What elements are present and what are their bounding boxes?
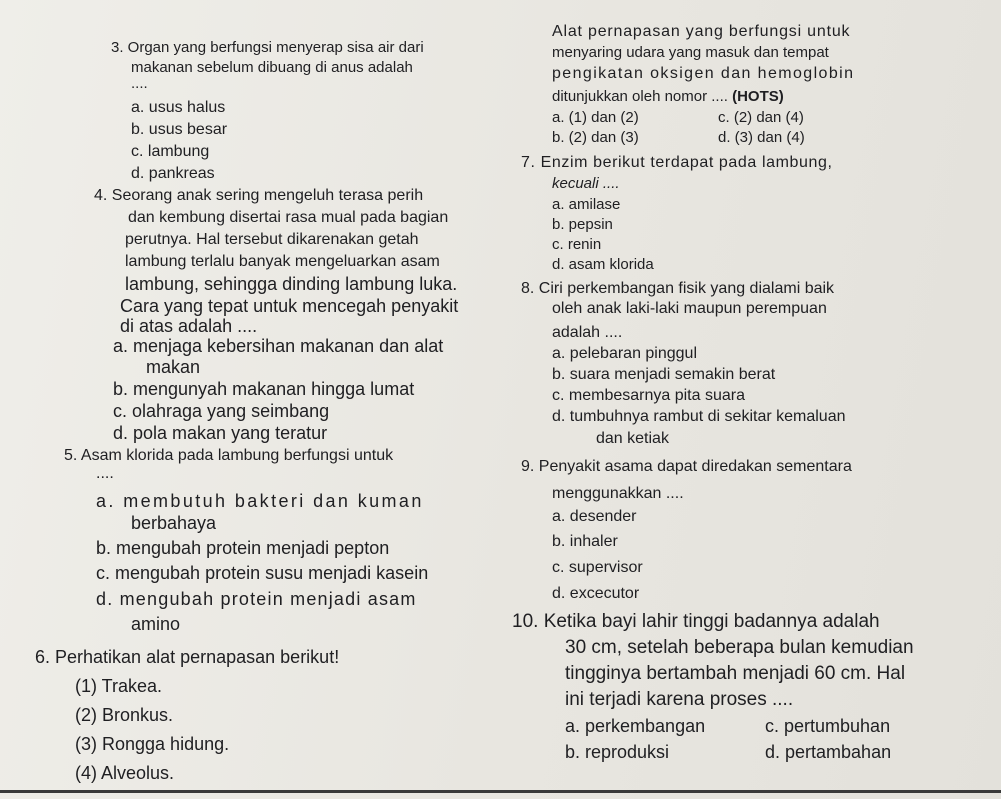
q7-option-b: b. pepsin — [552, 216, 613, 233]
q6-cont-line-4-text: ditunjukkan oleh nomor .... — [552, 88, 733, 105]
q3-stem-line-3: .... — [131, 75, 148, 92]
q3-option-b: b. usus besar — [131, 121, 228, 138]
q5-option-d-line-1: d. mengubah protein menjadi asam — [96, 589, 417, 609]
q6-cont-line-4 — [552, 87, 784, 107]
q6-cont-line-2: menyaring udara yang masuk dan tempat — [552, 44, 829, 61]
q5-option-d-line-2: amino — [131, 614, 181, 634]
q4-stem-line-1: 4. Seorang anak sering mengeluh terasa perih — [94, 187, 424, 204]
q7-option-a: a. amilase — [552, 196, 621, 213]
q3-stem-line-1: 3. Organ yang berfungsi menyerap sisa air dari — [111, 39, 424, 56]
q7-option-d: d. asam klorida — [552, 256, 654, 273]
q6-item-1: (1) Trakea. — [75, 676, 163, 696]
q4-option-c: c. olahraga yang seimbang — [113, 401, 330, 421]
q8-option-d-line-1: d. tumbuhnya rambut di sekitar kemaluan — [552, 408, 846, 425]
q8-option-a: a. pelebaran pinggul — [552, 345, 698, 362]
q5-option-c: c. mengubah protein susu menjadi kasein — [96, 563, 429, 583]
q6-item-4: (4) Alveolus. — [75, 763, 175, 783]
q10-stem-line-2: 30 cm, setelah beberapa bulan kemudian — [565, 637, 914, 658]
q9-option-b: b. inhaler — [552, 533, 618, 550]
q6-item-2: (2) Bronkus. — [75, 705, 174, 725]
q5-option-a-line-2: berbahaya — [131, 513, 217, 533]
q4-option-a-line-1: a. menjaga kebersihan makanan dan alat — [113, 336, 444, 356]
q5-option-a-line-1: a. membutuh bakteri dan kuman — [96, 491, 424, 511]
q9-option-c: c. supervisor — [552, 559, 643, 576]
q6-option-c: c. (2) dan (4) — [718, 109, 804, 126]
q9-option-a: a. desender — [552, 508, 637, 525]
q7-option-c: c. renin — [552, 236, 602, 253]
q6-option-b: b. (2) dan (3) — [552, 129, 639, 146]
q10-option-a: a. perkembangan — [565, 716, 706, 736]
q3-option-d: d. pankreas — [131, 165, 215, 182]
q6-cont-line-3: pengikatan oksigen dan hemoglobin — [552, 65, 855, 82]
q7-stem-line-1: 7. Enzim berikut terdapat pada lambung, — [521, 154, 833, 171]
q7-stem-line-2: kecuali .... — [552, 175, 620, 192]
q4-stem-line-5: lambung, sehingga dinding lambung luka. — [125, 274, 458, 294]
q10-stem-line-4: ini terjadi karena proses .... — [565, 689, 794, 710]
q4-stem-line-7: di atas adalah .... — [120, 316, 258, 336]
q9-stem-line-2: menggunakkan .... — [552, 485, 684, 502]
q8-stem-line-3: adalah .... — [552, 324, 623, 341]
q8-stem-line-2: oleh anak laki-laki maupun perempuan — [552, 300, 827, 317]
q3-stem-line-2: makanan sebelum dibuang di anus adalah — [131, 59, 413, 76]
q10-option-d: d. pertambahan — [765, 742, 892, 762]
q8-option-c: c. membesarnya pita suara — [552, 387, 745, 404]
q5-stem-line-1: 5. Asam klorida pada lambung berfungsi untuk — [64, 447, 394, 464]
q4-stem-line-3: perutnya. Hal tersebut dikarenakan getah — [125, 231, 419, 248]
q4-stem-line-2: dan kembung disertai rasa mual pada bagian — [128, 209, 449, 226]
q3-option-a: a. usus halus — [131, 99, 226, 116]
q6-item-3: (3) Rongga hidung. — [75, 734, 230, 754]
q5-option-b: b. mengubah protein menjadi pepton — [96, 538, 390, 558]
q10-option-c: c. pertumbuhan — [765, 716, 891, 736]
q6-cont-line-1: Alat pernapasan yang berfungsi untuk — [552, 23, 851, 40]
q4-stem-line-6: Cara yang tepat untuk mencegah penyakit — [120, 296, 459, 316]
q10-stem-line-3: tingginya bertambah menjadi 60 cm. Hal — [565, 663, 906, 684]
q10-option-b: b. reproduksi — [565, 742, 670, 762]
q4-option-a-line-2: makan — [146, 357, 201, 377]
q3-option-c: c. lambung — [131, 143, 210, 160]
q6-stem: 6. Perhatikan alat pernapasan berikut! — [35, 647, 340, 667]
q4-stem-line-4: lambung terlalu banyak mengeluarkan asam — [125, 253, 440, 270]
q10-stem-line-1: 10. Ketika bayi lahir tinggi badannya adalah — [512, 611, 880, 632]
q5-stem-line-2: .... — [96, 465, 114, 482]
q9-option-d: d. excecutor — [552, 585, 640, 602]
q6-option-a: a. (1) dan (2) — [552, 109, 639, 126]
q8-option-d-line-2: dan ketiak — [596, 430, 669, 447]
q9-stem-line-1: 9. Penyakit asama dapat diredakan sementara — [521, 458, 852, 475]
q8-stem-line-1: 8. Ciri perkembangan fisik yang dialami baik — [521, 280, 835, 297]
q4-option-b: b. mengunyah makanan hingga lumat — [113, 379, 415, 399]
hots-label: (HOTS) — [732, 88, 784, 105]
q4-option-d: d. pola makan yang teratur — [113, 423, 328, 443]
q8-option-b: b. suara menjadi semakin berat — [552, 366, 776, 383]
bottom-divider — [0, 790, 1001, 793]
q6-option-d: d. (3) dan (4) — [718, 129, 805, 146]
